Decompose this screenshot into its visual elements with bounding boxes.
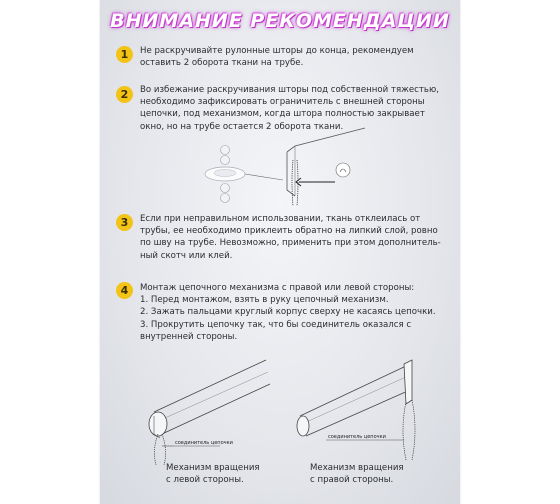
left-connector-label: соединитель цепочки xyxy=(175,440,233,446)
right-caption xyxy=(310,462,404,486)
step-2-line: Во избежание раскручивания шторы под собственной тяжестью, xyxy=(140,85,439,95)
step-1-line: оставить 2 оборота ткани на трубе. xyxy=(140,58,304,69)
left-mechanism-illustration xyxy=(140,350,270,465)
step-4-line: внутренней стороны. xyxy=(140,331,238,342)
right-caption-line: Механизм вращения xyxy=(310,463,404,473)
step-4-text xyxy=(140,282,436,343)
step-1-line: Не раскручивайте рулонные шторы до конца, рекомендуем xyxy=(140,46,414,56)
step-4-badge: 4 xyxy=(116,282,133,299)
right-connector-label: соединитель цепочки xyxy=(328,434,386,440)
step-4-line: 3. Прокрутить цепочку так, что бы соединитель оказался с xyxy=(140,319,412,330)
step-3-badge: 3 xyxy=(116,214,133,231)
step-3-line: Если при неправильном использовании, ткань отклеилась от xyxy=(140,214,421,224)
stopper-illustration xyxy=(195,140,365,210)
step-4-line: 2. Зажать пальцами круглый корпус сверху не касаясь цепочки. xyxy=(140,307,436,318)
left-caption xyxy=(166,462,260,486)
step-3-text xyxy=(140,213,441,262)
step-1-text xyxy=(140,45,414,69)
step-3-line: трубы, ее необходимо приклеить обратно на липкий слой, ровно xyxy=(140,226,438,237)
step-3-line: по шву на трубе. Невозможно, применить при этом дополнитель- xyxy=(140,238,441,249)
step-2-badge: 2 xyxy=(116,86,133,103)
right-caption-line: с правой стороны. xyxy=(310,475,394,485)
page-title: ВНИМАНИЕ РЕКОМЕНДАЦИИ xyxy=(110,10,450,32)
step-2-text xyxy=(140,84,439,133)
right-mechanism-illustration xyxy=(296,360,426,465)
step-3-line: ный скотч или клей. xyxy=(140,250,233,261)
instruction-sheet xyxy=(100,0,460,504)
step-2-line: окно, но на трубе остается 2 оборота ткани. xyxy=(140,121,344,132)
step-1-badge: 1 xyxy=(116,46,133,63)
step-4-line: 1. Перед монтажом, взять в руку цепочный механизм. xyxy=(140,295,389,306)
step-2-line: необходимо зафиксировать ограничитель с внешней стороны xyxy=(140,97,425,108)
left-caption-line: Механизм вращения xyxy=(166,463,260,473)
step-2-line: цепочки, под механизмом, когда штора полностью закрывает xyxy=(140,109,425,120)
left-caption-line: с левой стороны. xyxy=(166,475,244,485)
step-4-line: Монтаж цепочного механизма с правой или левой стороны: xyxy=(140,283,415,293)
